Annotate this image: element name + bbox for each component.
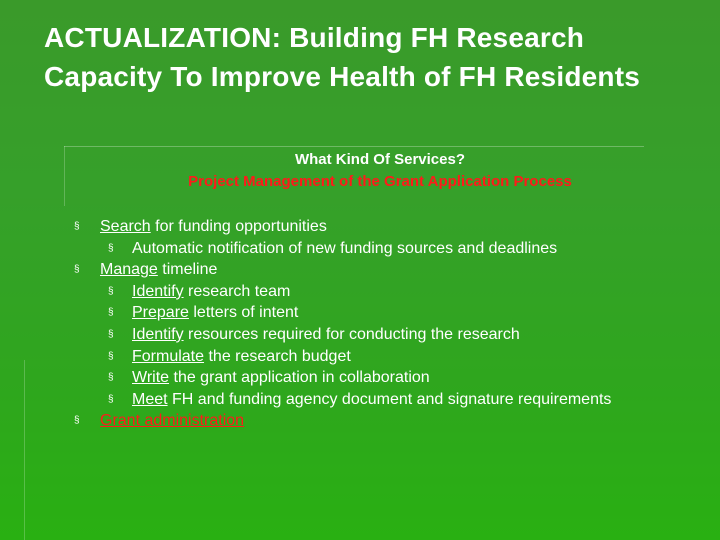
bullet-marker-icon: §	[108, 350, 114, 362]
bullet-text: the grant application in collaboration	[169, 369, 430, 387]
action-link[interactable]: Manage	[100, 261, 158, 279]
list-item	[74, 302, 611, 324]
bullet-text: for funding opportunities	[150, 218, 327, 235]
bullet-list	[74, 216, 611, 432]
action-link[interactable]: Write	[132, 369, 170, 387]
grant-administration-link[interactable]: Grant administration	[100, 412, 245, 430]
bullet-text: FH and funding agency document and signature requirements	[167, 390, 612, 408]
list-item	[74, 259, 611, 281]
action-link[interactable]: Search	[100, 218, 151, 235]
bullet-marker-icon: §	[74, 221, 80, 232]
bullet-marker-icon: §	[108, 372, 114, 384]
list-item	[74, 216, 611, 238]
list-item	[74, 389, 611, 411]
section-heading: Project Management of the Grant Application Process	[188, 173, 572, 190]
slide-title: ACTUALIZATION: Building FH Research Capacity To Improve Health of FH Residents	[44, 22, 640, 92]
action-link[interactable]: Identify	[132, 325, 184, 343]
action-link[interactable]: Formulate	[132, 347, 205, 365]
bullet-marker-icon: §	[108, 328, 114, 340]
bullet-text: research team	[183, 282, 291, 300]
action-link[interactable]: Identify	[132, 282, 184, 300]
list-item	[74, 324, 611, 346]
bullet-text: the research budget	[204, 347, 351, 365]
bullet-text: Automatic notification of new funding sources and deadlines	[132, 239, 558, 257]
list-item	[74, 238, 611, 260]
left-edge-line	[24, 360, 25, 540]
bullet-marker-icon: §	[108, 285, 114, 297]
list-item	[74, 367, 611, 389]
list-item	[74, 346, 611, 368]
action-link[interactable]: Meet	[132, 390, 168, 408]
list-item	[74, 410, 611, 432]
bullet-text: timeline	[157, 261, 218, 279]
bullet-marker-icon: §	[108, 307, 114, 319]
bullet-marker-icon: §	[74, 264, 80, 276]
top-divider-line	[64, 146, 644, 147]
bullet-marker-icon: §	[108, 393, 114, 405]
bullet-marker-icon: §	[74, 415, 80, 427]
services-question: What Kind Of Services?	[294, 151, 466, 168]
bullet-marker-icon: §	[108, 242, 114, 254]
action-link[interactable]: Prepare	[132, 304, 189, 322]
list-item	[74, 281, 611, 303]
bullet-text: resources required for conducting the research	[183, 325, 520, 343]
bullet-text: letters of intent	[188, 304, 299, 322]
